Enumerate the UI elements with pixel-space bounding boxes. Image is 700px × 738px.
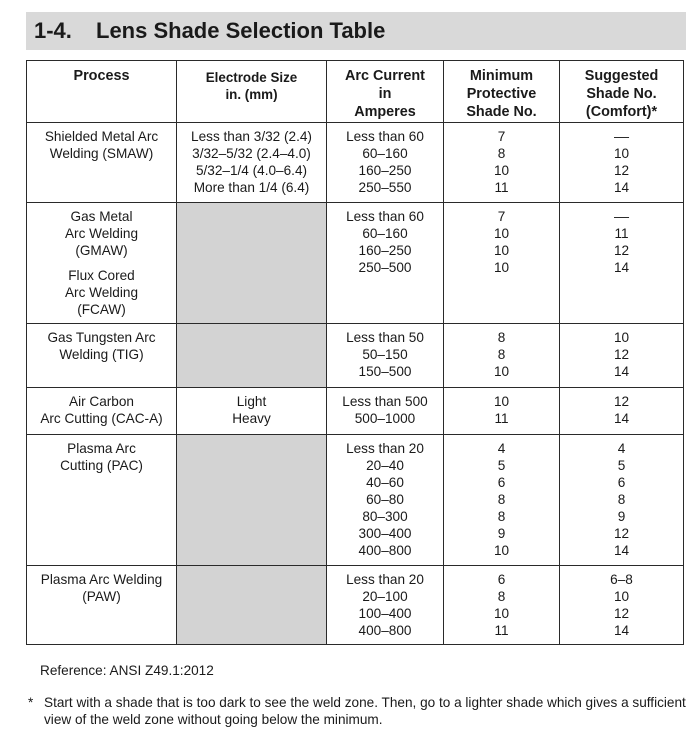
table-row [27, 123, 684, 203]
footnote-asterisk: * [28, 695, 34, 710]
section-number: 1-4. [34, 18, 72, 43]
current-cell: Less than 20 20–100 100–400 400–800 [327, 566, 444, 645]
header-arc-current: Arc Current in Amperes [327, 61, 444, 123]
process-cell: Gas Metal Arc Welding (GMAW) Flux Cored Arc Welding (FCAW) [27, 203, 177, 324]
minimum-cell: 4 5 6 8 8 9 10 [444, 435, 560, 566]
page-title [34, 18, 385, 44]
process-cell: Plasma Arc Welding (PAW) [27, 566, 177, 645]
process-cell: Shielded Metal Arc Welding (SMAW) [27, 123, 177, 203]
table-row [27, 388, 684, 435]
table-row [27, 324, 684, 388]
suggested-cell: 6–8 10 12 14 [560, 566, 684, 645]
suggested-cell: –– 10 12 14 [560, 123, 684, 203]
header-row [27, 61, 684, 123]
current-cell: Less than 500 500–1000 [327, 388, 444, 435]
table-row [27, 203, 684, 324]
header-electrode: Electrode Size in. (mm) [177, 61, 327, 123]
suggested-cell: –– 11 12 14 [560, 203, 684, 324]
minimum-cell: 8 8 10 [444, 324, 560, 388]
electrode-cell-empty [177, 566, 327, 645]
minimum-cell: 7 10 10 10 [444, 203, 560, 324]
footnote-text: Start with a shade that is too dark to see the weld zone. Then, go to a lighter shade which gives a sufficient view of the weld zone without going below the minimum. [44, 695, 686, 727]
current-cell: Less than 60 60–160 160–250 250–550 [327, 123, 444, 203]
electrode-cell: Less than 3/32 (2.4) 3/32–5/32 (2.4–4.0) 5/32–1/4 (4.0–6.4) More than 1/4 (6.4) [177, 123, 327, 203]
header-suggested: Suggested Shade No. (Comfort)* [560, 61, 684, 123]
title-bar [26, 12, 686, 50]
minimum-cell: 7 8 10 11 [444, 123, 560, 203]
header-process: Process [27, 61, 177, 123]
electrode-cell-empty [177, 203, 327, 324]
table-row [27, 566, 684, 645]
electrode-cell-empty [177, 324, 327, 388]
electrode-cell-empty [177, 435, 327, 566]
minimum-cell: 6 8 10 11 [444, 566, 560, 645]
current-cell: Less than 50 50–150 150–500 [327, 324, 444, 388]
current-cell: Less than 20 20–40 40–60 60–80 80–300 300–400 400–800 [327, 435, 444, 566]
reference-note: Reference: ANSI Z49.1:2012 [40, 663, 214, 678]
suggested-cell: 4 5 6 8 9 12 14 [560, 435, 684, 566]
minimum-cell: 10 11 [444, 388, 560, 435]
suggested-cell: 10 12 14 [560, 324, 684, 388]
electrode-cell: Light Heavy [177, 388, 327, 435]
lens-shade-table [26, 60, 684, 645]
current-cell: Less than 60 60–160 160–250 250–500 [327, 203, 444, 324]
process-cell: Air Carbon Arc Cutting (CAC-A) [27, 388, 177, 435]
process-cell: Gas Tungsten Arc Welding (TIG) [27, 324, 177, 388]
table-row [27, 435, 684, 566]
suggested-cell: 12 14 [560, 388, 684, 435]
process-cell: Plasma Arc Cutting (PAC) [27, 435, 177, 566]
title-text: Lens Shade Selection Table [96, 18, 386, 43]
header-minimum: Minimum Protective Shade No. [444, 61, 560, 123]
